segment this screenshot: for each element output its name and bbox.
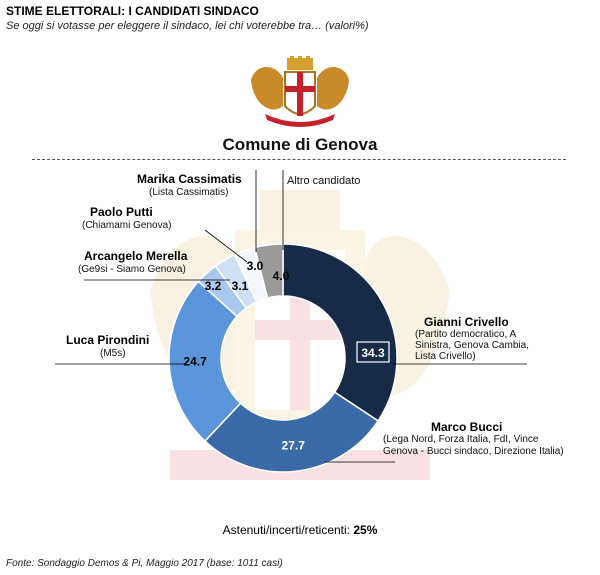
cand-crivello-party-3: Lista Crivello) [415, 351, 476, 362]
cand-putti-party: (Chiamami Genova) [82, 220, 172, 231]
cand-crivello-party-2: Sinistra, Genova Cambia, [415, 340, 529, 351]
cand-merella-party: (Ge9si - Siamo Genova) [78, 264, 186, 275]
cand-merella-name: Arcangelo Merella [84, 249, 188, 263]
cand-cassimatis-party: (Lista Cassimatis) [149, 187, 229, 198]
cand-altro-name: Altro candidato [287, 175, 361, 187]
abstention-note [0, 523, 600, 537]
source-note: Fonte: Sondaggio Demos & Pi, Maggio 2017 (base: 1011 casi) [6, 558, 283, 569]
value-label-arcangelo-merella: 3.2 [204, 279, 222, 293]
abstention-label: Astenuti/incerti/reticenti: [222, 523, 350, 537]
cand-bucci-name: Marco Bucci [431, 420, 503, 434]
slice-gianni-crivello [283, 244, 397, 421]
value-label-paolo-putti: 3.1 [231, 279, 249, 293]
cand-putti-name: Paolo Putti [90, 205, 153, 219]
cand-pirondini-name: Luca Pirondini [66, 333, 150, 347]
chart-subtitle: Se oggi si votasse per eleggere il sindaco, lei chi voterebbe tra… (valori%) [6, 20, 369, 32]
value-label-altro-candidato: 4.0 [272, 269, 290, 283]
value-label-marco-bucci: 27.7 [281, 438, 305, 453]
leader-putti [205, 230, 247, 262]
value-label-marika-cassimatis: 3.0 [246, 259, 264, 273]
cand-bucci-party-1: (Lega Nord, Forza Italia, FdI, Vince [383, 434, 539, 445]
cand-cassimatis-name: Marika Cassimatis [137, 172, 242, 186]
value-label-luca-pirondini: 24.7 [183, 354, 207, 369]
abstention-value: 25% [353, 523, 378, 537]
cand-crivello-name: Gianni Crivello [424, 315, 509, 329]
value-label-gianni-crivello: 34.3 [361, 346, 385, 360]
cand-pirondini-party: (M5s) [100, 348, 126, 359]
chart-title: STIME ELETTORALI: I CANDIDATI SINDACO [6, 4, 259, 18]
cand-crivello-party-1: (Partito democratico, A [415, 329, 517, 340]
cand-bucci-party-2: Genova - Bucci sindaco, Direzione Italia) [383, 446, 564, 457]
comune-title: Comune di Genova [222, 135, 378, 154]
